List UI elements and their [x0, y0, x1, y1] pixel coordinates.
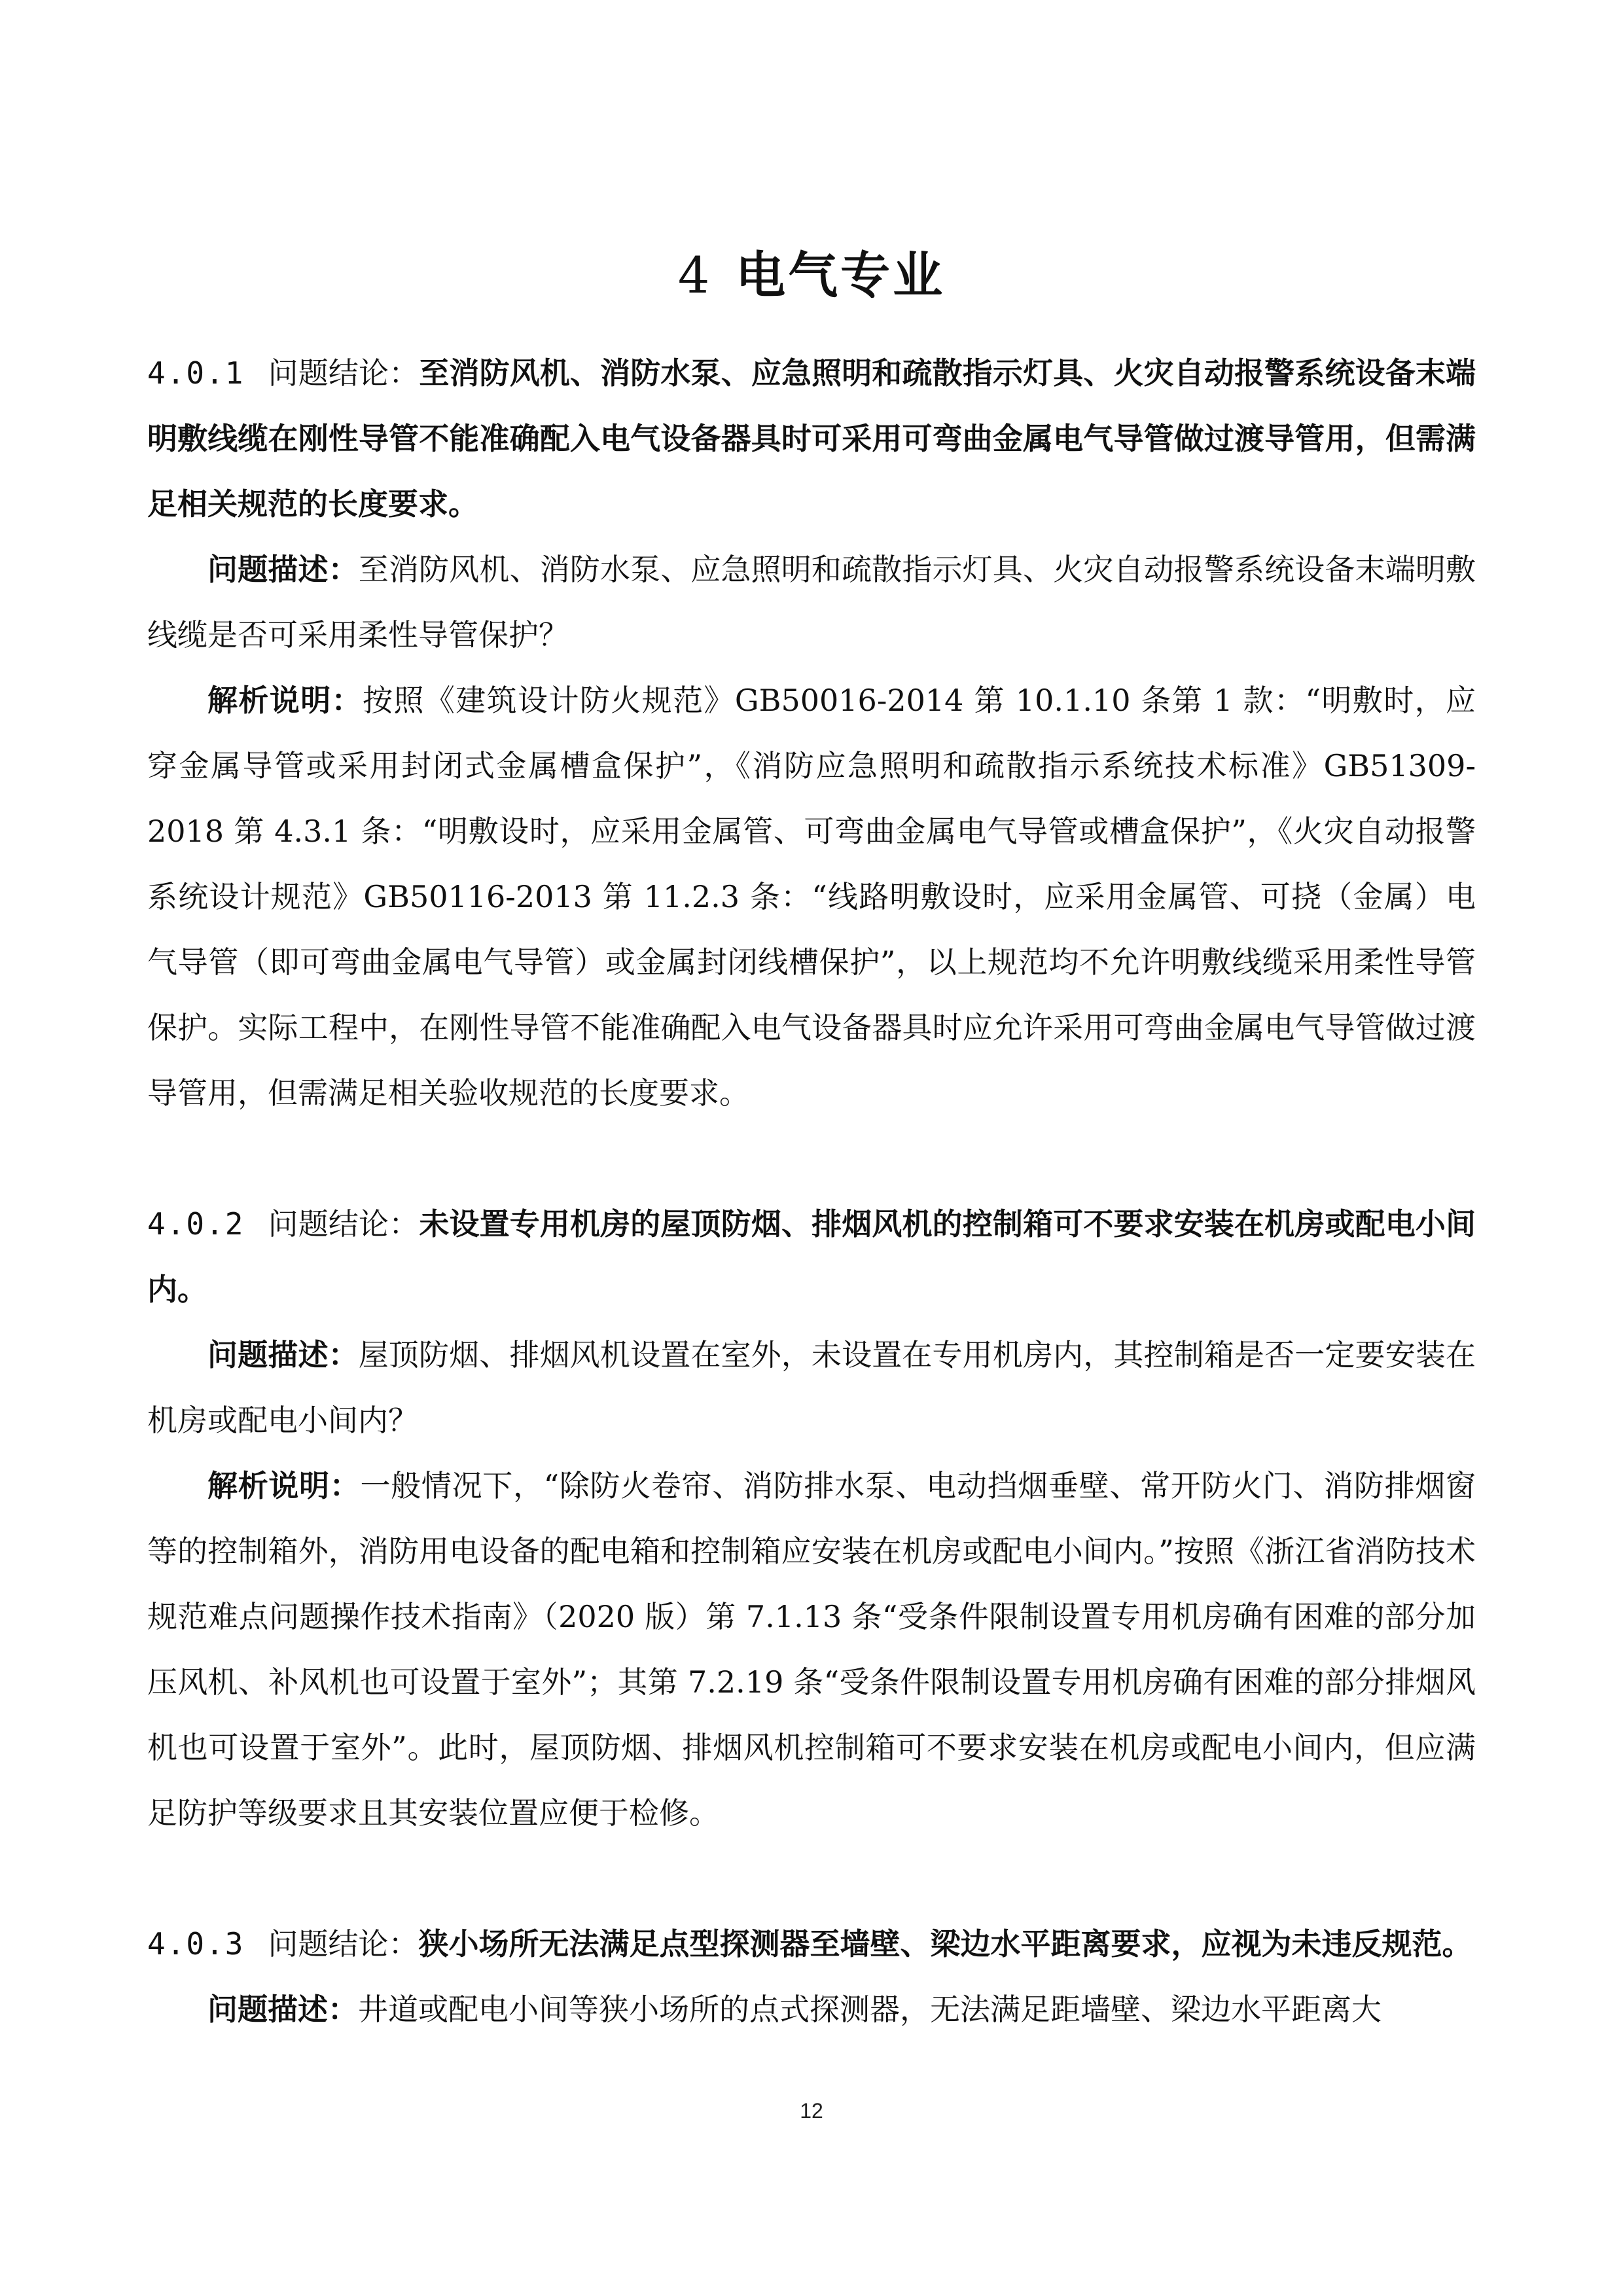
page-number: 12: [800, 2099, 823, 2123]
analysis-paragraph: [147, 668, 1476, 1126]
analysis-label: 解析说明：: [207, 683, 363, 718]
conclusion-text: 未设置专用机房的屋顶防烟、排烟风机的控制箱可不要求安装在机房或配电小间内。: [147, 1206, 1476, 1307]
description-text: 至消防风机、消防水泵、应急照明和疏散指示灯具、火灾自动报警系统设备末端明敷线缆是否可采用柔性导管保护？: [147, 552, 1476, 653]
chapter-title: [0, 243, 1623, 308]
section-number: 4.0.3: [147, 1926, 245, 1962]
conclusion-text: 至消防风机、消防水泵、应急照明和疏散指示灯具、火灾自动报警系统设备末端明敷线缆在刚性导管不能准确配入电气设备器具时可采用可弯曲金属电气导管做过渡导管用，但需满足相关规范的长度要求。: [147, 355, 1476, 522]
chapter-number: 4: [677, 245, 713, 304]
description-label: 问题描述：: [207, 552, 359, 587]
analysis-label: 解析说明：: [207, 1468, 361, 1503]
chapter-title-text: 电气专业: [736, 245, 946, 304]
description-paragraph: [147, 1977, 1476, 2042]
section-conclusion: [147, 1191, 1476, 1322]
section-number: 4.0.2: [147, 1206, 245, 1242]
analysis-paragraph: [147, 1453, 1476, 1846]
analysis-text: 按照《建筑设计防火规范》GB50016-2014 第 10.1.10 条第 1 款：“明敷时，应穿金属导管或采用封闭式金属槽盒保护”，《消防应急照明和疏散指示系统技术标准》GB51309-2018 第 4.3.1 条：“明敷设时，应采用金属管、可弯曲金属电气导管或槽盒保护”，《火灾自动报警系统设计规范》GB50116-2013 第 11.2.3 条：“线路明敷设时，应采用金属管、可挠（金属）电气导管（即可弯曲金属电气导管）或金属封闭线槽保护”，以上规范均不允许明敷线缆采用柔性导管保护。实际工程中，在刚性导管不能准确配入电气设备器具时应允许采用可弯曲金属电气导管做过渡导管用，但需满足相关验收规范的长度要求。: [147, 683, 1476, 1111]
description-label: 问题描述：: [207, 1992, 358, 2027]
section-4-0-3: [147, 1911, 1476, 2042]
description-paragraph: [147, 1322, 1476, 1453]
conclusion-label: 问题结论：: [268, 1206, 419, 1242]
analysis-text: 一般情况下，“除防火卷帘、消防排水泵、电动挡烟垂壁、常开防火门、消防排烟窗等的控制箱外，消防用电设备的配电箱和控制箱应安装在机房或配电小间内。”按照《浙江省消防技术规范难点问题操作技术指南》（2020 版）第 7.1.13 条“受条件限制设置专用机房确有困难的部分加压风机、补风机也可设置于室外”；其第 7.2.19 条“受条件限制设置专用机房确有困难的部分排烟风机也可设置于室外”。此时，屋顶防烟、排烟风机控制箱可不要求安装在机房或配电小间内，但应满足防护等级要求且其安装位置应便于检修。: [147, 1468, 1476, 1831]
description-paragraph: [147, 537, 1476, 668]
conclusion-label: 问题结论：: [268, 355, 419, 391]
conclusion-label: 问题结论：: [268, 1926, 419, 1962]
section-4-0-2: [147, 1191, 1476, 1846]
description-text: 井道或配电小间等狭小场所的点式探测器，无法满足距墙壁、梁边水平距离大: [358, 1992, 1382, 2027]
section-conclusion: [147, 340, 1476, 537]
section-spacer: [147, 1846, 1476, 1911]
section-number: 4.0.1: [147, 355, 245, 391]
description-label: 问题描述：: [207, 1337, 359, 1372]
conclusion-text: 狭小场所无法满足点型探测器至墙壁、梁边水平距离要求，应视为未违反规范。: [418, 1926, 1472, 1962]
section-spacer: [147, 1126, 1476, 1191]
description-text: 屋顶防烟、排烟风机设置在室外，未设置在专用机房内，其控制箱是否一定要安装在机房或配电小间内？: [147, 1337, 1476, 1438]
document-body: [147, 340, 1476, 2042]
section-4-0-1: [147, 340, 1476, 1126]
section-conclusion: [147, 1911, 1476, 1977]
